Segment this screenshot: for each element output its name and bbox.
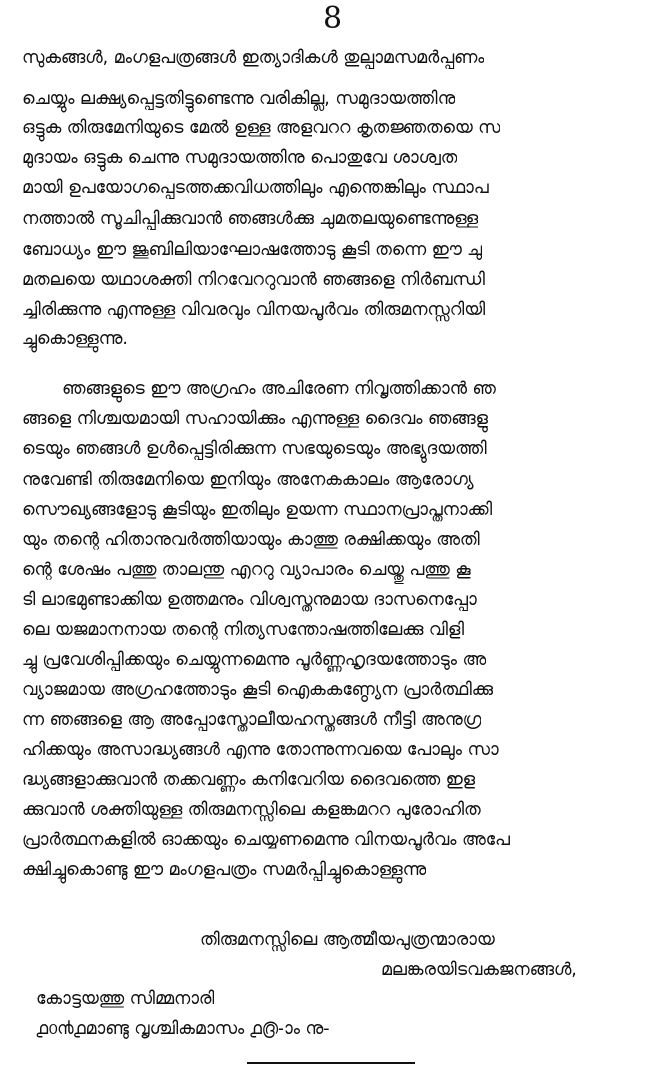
place-line: കോട്ടയത്തു സിമ്മനാരി <box>36 989 215 1009</box>
page-number: 8 <box>322 1 343 36</box>
text-line: ച്ചു പ്രവേശിപ്പിക്കയും ചെയ്യുന്നമെന്നു പൂർണ്ണഹൃദയത്തോടും അ <box>22 650 487 670</box>
text-line: ക്കുവാൻ ശക്തിയുള്ള തിരുമനസ്സിലെ കളങ്കമററ പുരോഹിത <box>22 800 481 820</box>
text-line: ബോധ്യം ഈ ജൂബിലിയാഘോഷത്തോടു കൂടി തന്നെ ഈ ചു <box>22 240 483 260</box>
text-line: സൌഖ്യങ്ങളോടു കൂടിയും ഇതിലും ഉയന്ന സ്ഥാനപ്രാപ്തനാക്കി <box>22 500 493 520</box>
text-line: മുദായം ഒട്ടുക ചെന്നു സമുദായത്തിനു പൊതുവേ ശാശ്വത <box>22 148 458 168</box>
text-line: പ്രാർത്ഥനകളിൽ ഓക്കയും ചെയ്യണമെന്നു വിനയപൂർവം അപേ <box>22 830 510 850</box>
text-line: ദ്ധ്യങ്ങളാക്കുവാൻ തക്കവണ്ണം കനിവേറിയ ദൈവത്തെ ഇള <box>22 770 476 790</box>
text-line: യും തന്റെ ഹിതാനുവർത്തിയായും കാത്തു രക്ഷിക്കയും അതി <box>22 530 480 550</box>
text-line: ച്ചുകൊള്ളുന്നു. <box>22 329 128 349</box>
text-line: ഒട്ടുക തിരുമേനിയുടെ മേൽ ഉള്ള അളവററ കൃതജ്ഞതയെ സ <box>22 118 501 138</box>
text-line: ഹിക്കയും അസാദ്ധ്യങ്ങൾ എന്നു തോന്നുന്നവയെ പോലും സാ <box>22 740 499 760</box>
text-line: സുകങ്ങൾ, മംഗളപത്രങ്ങൾ ഇത്യാദികൾ തുല്പാമസമർപ്പണം <box>22 48 485 68</box>
text-line: നത്താൽ സൂചിപ്പിക്കുവാൻ ഞങ്ങൾക്കു ചുമതലയുണ്ടെന്നുള്ള <box>22 209 479 229</box>
text-line: ന്ന ഞങ്ങളെ ആ അപ്പോസ്തോലീയഹസ്തങ്ങൾ നീട്ടി അനുഗ്ര <box>22 710 482 730</box>
text-line: നുവേണ്ടി തിരുമേനിയെ ഇനിയും അനേകകാലം ആരോഗ്യ <box>22 470 474 490</box>
closing-rule <box>247 1062 415 1064</box>
date-line: ൧൦൯൧മാണ്ടു വൃശ്ചികമാസം ൧൫-ാം നു- <box>36 1019 330 1039</box>
text-line: ക്ഷിച്ചുകൊണ്ടു ഈ മംഗളപത്രം സമർപ്പിച്ചുകൊള്ളുന്നു <box>22 860 427 880</box>
text-line: മതലയെ യഥാശക്തി നിറവേററുവാൻ ഞങ്ങളെ നിർബന്ധി <box>22 270 485 290</box>
text-line: മായി ഉപയോഗപ്പെടത്തക്കവിധത്തിലും എന്തെങ്കിലും സ്ഥാപ <box>22 178 489 198</box>
text-line: വ്യാജമായ അഗ്രഹത്തോടും കൂടി ഐകകണ്ഠ്യേന പ്രാർത്ഥിക്കു <box>22 680 493 700</box>
text-line: ടെയും ഞങ്ങൾ ഉൾപ്പെട്ടിരിക്കുന്ന സഭയുടെയും അഭ്യുദയത്തി <box>22 439 487 459</box>
text-line: ങ്ങളെ നിശ്ചയമായി സഹായിക്കും എന്നുള്ള ദൈവം ഞങ്ങളു <box>22 409 488 429</box>
text-line: ന്റെ ശേഷം പത്തു താലന്തു എററു വ്യാപാരം ചെയ്തു പത്തു കൂ <box>22 560 471 580</box>
closing-line: തിരുമനസ്സിലെ ആത്മീയപുത്രന്മാരായ <box>200 930 495 950</box>
text-line: ച്ചിരിക്കുന്നു എന്നുള്ള വിവരവും വിനയപൂർവം തിരുമനസ്സറിയി <box>22 300 486 320</box>
text-line: ചെയ്യും ലക്ഷ്യപ്പെട്ടതിട്ടുണ്ടെന്നു വരികില്ല, സമുദായത്തിനു <box>22 89 456 109</box>
text-line: ടി ലാഭമുണ്ടാക്കിയ ഉത്തമനും വിശ്വസ്തനുമായ ദാസനെപ്പോ <box>22 590 477 610</box>
text-line: ലെ യജമാനനായ തന്റെ നിത്യസന്തോഷത്തിലേക്കു വിളി <box>22 620 465 640</box>
signatory: മലങ്കരയിടവകജനങ്ങൾ, <box>381 960 577 980</box>
text-line: ഞങ്ങളുടെ ഈ അഗ്രഹം അചിരേണ നിവൃത്തിക്കാൻ ഞ <box>62 379 496 399</box>
